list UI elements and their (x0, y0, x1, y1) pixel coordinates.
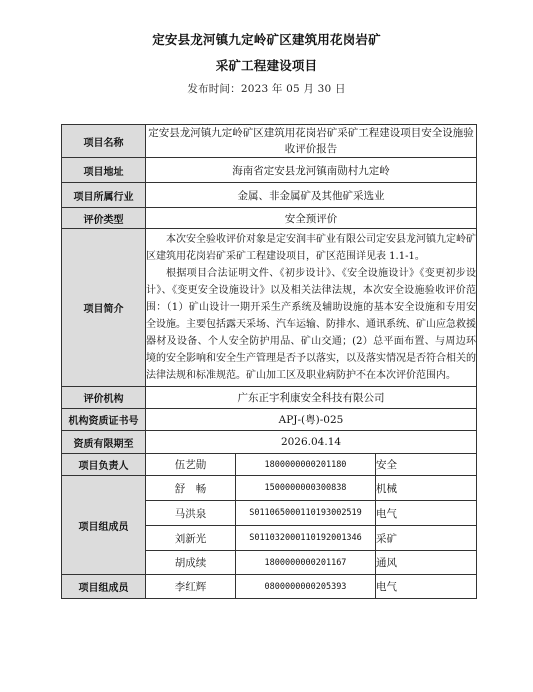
member-spec: 机械 (376, 476, 477, 501)
leader-name: 伍艺勋 (146, 454, 236, 476)
eval-type-label: 评价类型 (62, 208, 146, 229)
industry-value: 金属、非金属矿及其他矿采选业 (146, 183, 477, 208)
leader-spec: 安全 (376, 454, 477, 476)
member-row-last (62, 575, 477, 599)
member-cert: S011032000110192001346 (236, 526, 376, 551)
project-name-value: 定安县龙河镇九定岭矿区建筑用花岗岩矿采矿工程建设项目安全设施验收评价报告 (146, 125, 477, 158)
row-agency (62, 387, 477, 409)
row-project-name (62, 125, 477, 158)
member-spec: 电气 (376, 501, 477, 526)
intro-paragraph-1: 本次安全验收评价对象是定安润丰矿业有限公司定安县龙河镇九定岭矿区建筑用花岗岩矿采矿工程建设项目，矿区范围详见表 1.1-1。 (146, 234, 477, 262)
project-address-label: 项目地址 (62, 158, 146, 183)
intro-paragraph-2: 根据项目合法证明文件、《初步设计》、《安全设施设计》《变更初步设计》、《变更安全设施设计》以及相关法律法规，本次安全设施验收评价范围：（1）矿山设计一期开采生产系统及辅助设施的基本安全设施和专用安全设施。主要包括露天采场、汽车运输、防排水、通讯系统、矿山应急救援器材及设备、个人安全防护用品、矿山交通；(2）总平面布置、与周边环境的安全影响和安全生产管理是否予以落实，以及落实情况是否符合相关的法律法规和标准规范。矿山加工区及职业病防护不在本次评价范围内。 (146, 268, 477, 381)
project-address-value: 海南省定安县龙河镇南勋村九定岭 (146, 158, 477, 183)
row-industry (62, 183, 477, 208)
member-spec: 电气 (376, 575, 477, 599)
member-name: 刘新光 (146, 526, 236, 551)
member-cert: 1800000000201167 (236, 551, 376, 575)
member-cert: 0800000000205393 (236, 575, 376, 599)
row-validity (62, 431, 477, 454)
publish-date-line (0, 81, 533, 96)
row-project-address (62, 158, 477, 183)
industry-label: 项目所属行业 (62, 183, 146, 208)
agency-label: 评价机构 (62, 387, 146, 409)
row-cert-no (62, 409, 477, 431)
member-name: 李红辉 (146, 575, 236, 599)
agency-value: 广东正宇利康安全科技有限公司 (146, 387, 477, 409)
publish-date: 2023 年 05 月 30 日 (240, 83, 346, 95)
intro-label: 项目简介 (62, 229, 146, 387)
validity-label: 资质有限期至 (62, 431, 146, 454)
member-name: 舒 畅 (146, 476, 236, 501)
member-row (62, 476, 477, 501)
leader-label: 项目负责人 (62, 454, 146, 476)
members-label: 项目组成员 (62, 476, 146, 575)
row-leader (62, 454, 477, 476)
member-cert: 1500000000300838 (236, 476, 376, 501)
cert-no-value: APJ-(粤)-025 (146, 409, 477, 431)
eval-type-value: 安全预评价 (146, 208, 477, 229)
member-name: 胡成续 (146, 551, 236, 575)
row-intro (62, 229, 477, 387)
intro-text (146, 229, 477, 387)
member-spec: 通风 (376, 551, 477, 575)
project-name-label: 项目名称 (62, 125, 146, 158)
validity-value: 2026.04.14 (146, 431, 477, 454)
member-spec: 采矿 (376, 526, 477, 551)
members2-label: 项目组成员 (62, 575, 146, 599)
leader-cert: 1800000000201180 (236, 454, 376, 476)
project-info-table (61, 124, 477, 599)
document-title-line2: 采矿工程建设项目 (215, 58, 318, 73)
member-name: 马洪泉 (146, 501, 236, 526)
member-cert: S011065000110193002519 (236, 501, 376, 526)
cert-no-label: 机构资质证书号 (62, 409, 146, 431)
document-title-line1: 定安县龙河镇九定岭矿区建筑用花岗岩矿 (152, 32, 381, 47)
row-eval-type (62, 208, 477, 229)
publish-label: 发布时间： (187, 83, 241, 95)
